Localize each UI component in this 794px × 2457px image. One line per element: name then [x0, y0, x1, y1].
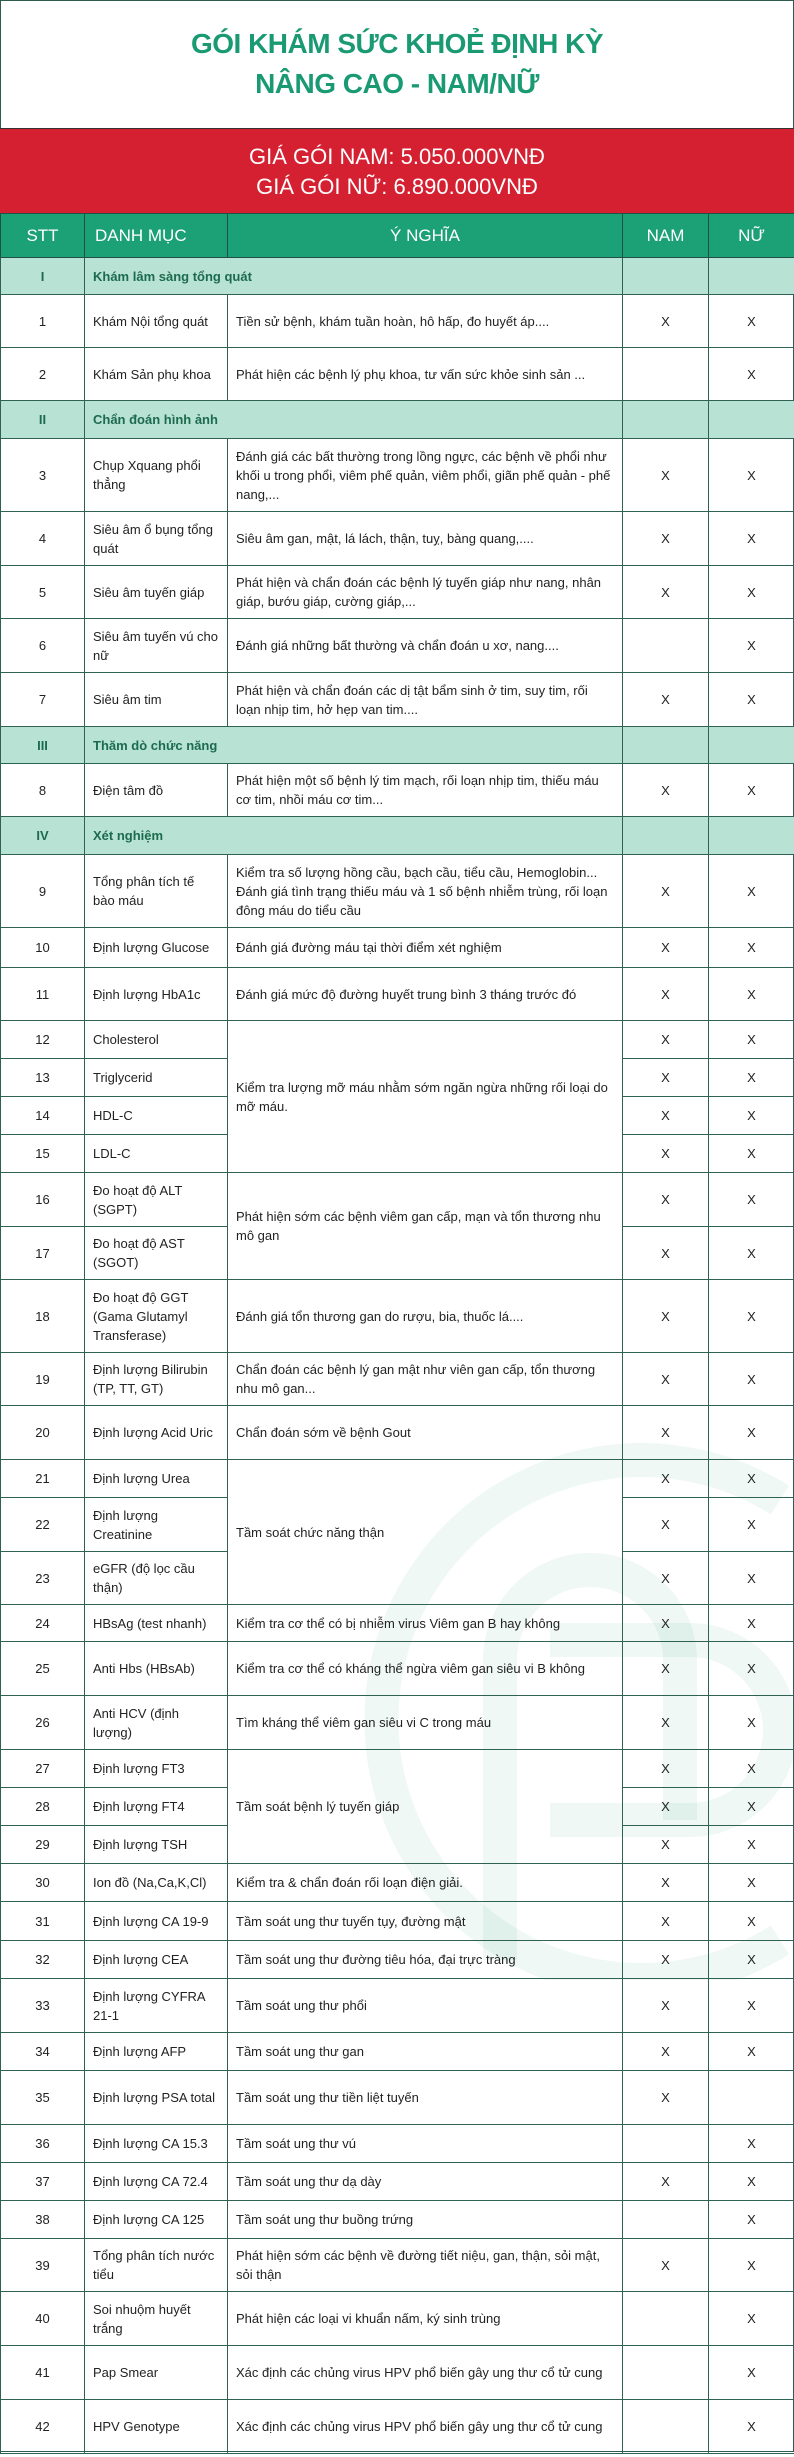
section-label: Xét nghiệm — [85, 817, 623, 855]
row-name: Định lượng PSA total — [85, 2071, 228, 2125]
table-row — [1, 2071, 794, 2125]
row-nam-mark: X — [623, 1941, 709, 1979]
row-nam-mark: X — [623, 1021, 709, 1059]
row-name: Định lượng AFP — [85, 2033, 228, 2071]
section-number: I — [1, 258, 85, 295]
row-stt: 18 — [1, 1280, 85, 1353]
row-name: Định lượng Bilirubin (TP, TT, GT) — [85, 1353, 228, 1406]
table-row — [1, 1642, 794, 1696]
row-nu-mark: X — [709, 764, 794, 817]
row-nam-mark: X — [623, 1788, 709, 1826]
row-name: Đo hoạt độ ALT (SGPT) — [85, 1173, 228, 1227]
table-row — [1, 2201, 794, 2239]
row-nam-mark — [623, 619, 709, 673]
row-nu-mark: X — [709, 2292, 794, 2346]
row-nu-mark: X — [709, 928, 794, 968]
price-male: GIÁ GÓI NAM: 5.050.000VNĐ — [249, 143, 545, 169]
row-nu-mark: X — [709, 1460, 794, 1498]
row-meaning: Tầm soát ung thư vú — [228, 2125, 623, 2163]
row-stt: 6 — [1, 619, 85, 673]
row-name: Định lượng CYFRA 21-1 — [85, 1979, 228, 2033]
row-name: Đo hoạt độ GGT (Gama Glutamyl Transferase) — [85, 1280, 228, 1353]
row-nu-mark: X — [709, 295, 794, 348]
row-name: Tổng phân tích tế bào máu — [85, 855, 228, 928]
row-stt: 30 — [1, 1864, 85, 1902]
row-stt: 4 — [1, 512, 85, 566]
table-row — [1, 1353, 794, 1406]
table-row — [1, 2346, 794, 2400]
table-row — [1, 566, 794, 619]
row-meaning: Tầm soát ung thư tuyến tụy, đường mật — [228, 1902, 623, 1941]
row-stt: 32 — [1, 1941, 85, 1979]
header-y-nghia: Ý NGHĨA — [228, 214, 623, 258]
table-row — [1, 673, 794, 727]
row-stt: 33 — [1, 1979, 85, 2033]
row-nam-mark: X — [623, 295, 709, 348]
row-name: Ion đồ (Na,Ca,K,Cl) — [85, 1864, 228, 1902]
section-label: Chẩn đoán hình ảnh — [85, 401, 623, 439]
row-nam-mark: X — [623, 2071, 709, 2125]
row-name: Siêu âm ổ bụng tổng quát — [85, 512, 228, 566]
row-name: Khám Nội tổng quát — [85, 295, 228, 348]
table-row — [1, 928, 794, 968]
row-meaning: Kiểm tra cơ thể có kháng thể ngừa viêm gan siêu vi B không — [228, 1642, 623, 1696]
row-stt: 20 — [1, 1406, 85, 1460]
row-stt: 3 — [1, 439, 85, 512]
row-nam-mark: X — [623, 1097, 709, 1135]
row-nam-mark: X — [623, 1460, 709, 1498]
row-name: eGFR (độ lọc cầu thận) — [85, 1552, 228, 1605]
section-nu-cell — [709, 817, 794, 855]
section-nu-cell — [709, 258, 794, 295]
header-nam: NAM — [623, 214, 709, 258]
row-nam-mark: X — [623, 2163, 709, 2201]
row-stt: 24 — [1, 1605, 85, 1642]
row-stt: 11 — [1, 968, 85, 1021]
row-stt: 37 — [1, 2163, 85, 2201]
row-nu-mark: X — [709, 2163, 794, 2201]
row-nu-mark: X — [709, 2201, 794, 2239]
row-nu-mark: X — [709, 439, 794, 512]
row-nam-mark: X — [623, 566, 709, 619]
row-name: Siêu âm tuyến vú cho nữ — [85, 619, 228, 673]
table-row — [1, 2292, 794, 2346]
row-nam-mark: X — [623, 1173, 709, 1227]
table-row — [1, 619, 794, 673]
table-row — [1, 1605, 794, 1642]
table-row — [1, 295, 794, 348]
row-nu-mark: X — [709, 566, 794, 619]
row-nu-mark: X — [709, 968, 794, 1021]
row-meaning: Kiểm tra số lượng hồng cầu, bạch cầu, tiểu cầu, Hemoglobin... Đánh giá tình trạng thiếu máu và 1 số bệnh nhiễm trùng, rối loạn đông máu do tiểu cầu — [228, 855, 623, 928]
row-nu-mark: X — [709, 1173, 794, 1227]
row-nam-mark: X — [623, 1642, 709, 1696]
row-name: Siêu âm tim — [85, 673, 228, 727]
row-meaning: Phát hiện một số bệnh lý tim mạch, rối loạn nhịp tim, thiếu máu cơ tim, nhồi máu cơ tim... — [228, 764, 623, 817]
table-row — [1, 2400, 794, 2454]
table-row — [1, 512, 794, 566]
row-meaning: Đánh giá các bất thường trong lồng ngực, các bệnh về phổi như khối u trong phổi, viêm phế quản, viêm phổi, giãn phế quản - phế nang,... — [228, 439, 623, 512]
table-row — [1, 439, 794, 512]
row-nam-mark: X — [623, 2033, 709, 2071]
price-banner — [0, 128, 794, 214]
row-name: Định lượng Urea — [85, 1460, 228, 1498]
row-name: Định lượng HbA1c — [85, 968, 228, 1021]
header-danh-muc: DANH MỤC — [85, 214, 228, 258]
row-nam-mark: X — [623, 1135, 709, 1173]
row-nu-mark: X — [709, 1135, 794, 1173]
row-meaning: Phát hiện sớm các bệnh viêm gan cấp, mạn và tổn thương nhu mô gan — [228, 1173, 623, 1280]
section-row — [1, 401, 794, 439]
row-meaning: Đánh giá những bất thường và chẩn đoán u xơ, nang.... — [228, 619, 623, 673]
row-meaning: Phát hiện và chẩn đoán các bệnh lý tuyến giáp như nang, nhân giáp, bướu giáp, cường giáp,... — [228, 566, 623, 619]
table-row — [1, 1902, 794, 1941]
table-header-row — [1, 214, 794, 258]
row-nu-mark: X — [709, 1642, 794, 1696]
row-nam-mark: X — [623, 1498, 709, 1552]
row-name: HPV Genotype — [85, 2400, 228, 2454]
title-box — [0, 0, 794, 128]
table-row — [1, 1750, 794, 1788]
row-nu-mark: X — [709, 1498, 794, 1552]
row-nam-mark: X — [623, 1826, 709, 1864]
row-stt: 41 — [1, 2346, 85, 2400]
row-nu-mark: X — [709, 855, 794, 928]
table-row — [1, 1280, 794, 1353]
row-meaning: Tầm soát ung thư gan — [228, 2033, 623, 2071]
row-nu-mark: X — [709, 348, 794, 401]
table-row — [1, 348, 794, 401]
header-nu: NỮ — [709, 214, 794, 258]
row-name: Định lượng FT4 — [85, 1788, 228, 1826]
row-nu-mark: X — [709, 1750, 794, 1788]
row-stt: 2 — [1, 348, 85, 401]
row-meaning: Chẩn đoán sớm về bệnh Gout — [228, 1406, 623, 1460]
section-row — [1, 727, 794, 764]
section-number: IV — [1, 817, 85, 855]
row-stt: 28 — [1, 1788, 85, 1826]
row-name: Khám Sản phụ khoa — [85, 348, 228, 401]
row-meaning: Phát hiện sớm các bệnh về đường tiết niệu, gan, thận, sỏi mật, sỏi thận — [228, 2239, 623, 2292]
row-meaning: Tầm soát chức năng thận — [228, 1460, 623, 1605]
row-meaning: Đánh giá đường máu tại thời điểm xét nghiệm — [228, 928, 623, 968]
row-nu-mark: X — [709, 673, 794, 727]
section-number: III — [1, 727, 85, 764]
row-stt: 19 — [1, 1353, 85, 1406]
row-stt: 23 — [1, 1552, 85, 1605]
row-nu-mark — [709, 2071, 794, 2125]
row-name: Định lượng CEA — [85, 1941, 228, 1979]
row-meaning: Xác định các chủng virus HPV phổ biến gây ung thư cổ tử cung — [228, 2400, 623, 2454]
row-stt: 8 — [1, 764, 85, 817]
row-name: Định lượng Creatinine — [85, 1498, 228, 1552]
row-meaning: Phát hiện các bệnh lý phụ khoa, tư vấn sức khỏe sinh sản ... — [228, 348, 623, 401]
row-name: Siêu âm tuyến giáp — [85, 566, 228, 619]
row-stt: 40 — [1, 2292, 85, 2346]
row-nam-mark — [623, 2125, 709, 2163]
row-meaning: Tầm soát ung thư buồng trứng — [228, 2201, 623, 2239]
row-meaning: Tìm kháng thể viêm gan siêu vi C trong máu — [228, 1696, 623, 1750]
page-title-line-2: NÂNG CAO - NAM/NỮ — [255, 68, 539, 99]
row-meaning: Chẩn đoán các bệnh lý gan mật như viên gan cấp, tổn thương nhu mô gan... — [228, 1353, 623, 1406]
row-meaning: Đánh giá mức độ đường huyết trung bình 3 tháng trước đó — [228, 968, 623, 1021]
row-name: Soi nhuộm huyết trắng — [85, 2292, 228, 2346]
row-stt: 31 — [1, 1902, 85, 1941]
row-nu-mark: X — [709, 1280, 794, 1353]
row-stt: 27 — [1, 1750, 85, 1788]
row-nam-mark — [623, 348, 709, 401]
section-row — [1, 817, 794, 855]
section-nam-cell — [623, 401, 709, 439]
row-name: Chụp Xquang phổi thẳng — [85, 439, 228, 512]
section-nam-cell — [623, 258, 709, 295]
row-nam-mark: X — [623, 764, 709, 817]
row-name: Điện tâm đồ — [85, 764, 228, 817]
row-meaning: Tầm soát ung thư tiền liệt tuyến — [228, 2071, 623, 2125]
row-name: Định lượng CA 15.3 — [85, 2125, 228, 2163]
row-name: Định lượng CA 19-9 — [85, 1902, 228, 1941]
row-nu-mark: X — [709, 1696, 794, 1750]
table-row — [1, 1979, 794, 2033]
row-stt: 10 — [1, 928, 85, 968]
table-row — [1, 1173, 794, 1227]
row-nam-mark: X — [623, 1696, 709, 1750]
price-female: GIÁ GÓI NỮ: 6.890.000VNĐ — [256, 173, 538, 199]
section-number: II — [1, 401, 85, 439]
row-name: Anti HCV (định lượng) — [85, 1696, 228, 1750]
table-row — [1, 1696, 794, 1750]
table-body — [1, 258, 794, 2454]
table-row — [1, 2163, 794, 2201]
row-name: HDL-C — [85, 1097, 228, 1135]
section-nu-cell — [709, 727, 794, 764]
row-stt: 39 — [1, 2239, 85, 2292]
row-stt: 9 — [1, 855, 85, 928]
page-title-line-1: GÓI KHÁM SỨC KHOẺ ĐỊNH KỲ — [190, 28, 604, 59]
row-name: Định lượng FT3 — [85, 1750, 228, 1788]
row-nam-mark — [623, 2400, 709, 2454]
row-nam-mark: X — [623, 1552, 709, 1605]
table-row — [1, 764, 794, 817]
row-nu-mark: X — [709, 1227, 794, 1280]
row-nam-mark: X — [623, 1353, 709, 1406]
row-nu-mark: X — [709, 512, 794, 566]
table-row — [1, 968, 794, 1021]
section-row — [1, 258, 794, 295]
row-stt: 17 — [1, 1227, 85, 1280]
row-nu-mark: X — [709, 1826, 794, 1864]
row-nu-mark: X — [709, 2033, 794, 2071]
row-meaning: Xác định các chủng virus HPV phổ biến gây ung thư cổ tử cung — [228, 2346, 623, 2400]
row-stt: 1 — [1, 295, 85, 348]
row-meaning: Phát hiện các loại vi khuẩn nấm, ký sinh trùng — [228, 2292, 623, 2346]
row-name: Anti Hbs (HBsAb) — [85, 1642, 228, 1696]
row-stt: 36 — [1, 2125, 85, 2163]
row-nam-mark: X — [623, 968, 709, 1021]
row-nam-mark — [623, 2292, 709, 2346]
row-name: Đo hoạt độ AST (SGOT) — [85, 1227, 228, 1280]
table-row — [1, 1864, 794, 1902]
row-name: Cholesterol — [85, 1021, 228, 1059]
row-stt: 38 — [1, 2201, 85, 2239]
row-nam-mark: X — [623, 1059, 709, 1097]
row-stt: 12 — [1, 1021, 85, 1059]
row-stt: 35 — [1, 2071, 85, 2125]
table-row — [1, 1941, 794, 1979]
section-nu-cell — [709, 401, 794, 439]
row-nam-mark: X — [623, 439, 709, 512]
row-nu-mark: X — [709, 1788, 794, 1826]
row-nam-mark: X — [623, 855, 709, 928]
section-label: Khám lâm sàng tổng quát — [85, 258, 623, 295]
row-name: Tổng phân tích nước tiểu — [85, 2239, 228, 2292]
row-nam-mark: X — [623, 2239, 709, 2292]
row-nu-mark: X — [709, 2239, 794, 2292]
row-meaning: Tầm soát ung thư dạ dày — [228, 2163, 623, 2201]
row-nam-mark: X — [623, 1864, 709, 1902]
row-name: Định lượng CA 125 — [85, 2201, 228, 2239]
row-nu-mark: X — [709, 1406, 794, 1460]
row-nu-mark: X — [709, 1353, 794, 1406]
row-meaning: Kiểm tra lượng mỡ máu nhằm sớm ngăn ngừa những rối loại do mỡ máu. — [228, 1021, 623, 1173]
row-stt: 21 — [1, 1460, 85, 1498]
row-stt: 29 — [1, 1826, 85, 1864]
table-row — [1, 2239, 794, 2292]
row-nam-mark — [623, 2346, 709, 2400]
row-nam-mark: X — [623, 1406, 709, 1460]
row-nu-mark: X — [709, 1059, 794, 1097]
table-row — [1, 2125, 794, 2163]
row-meaning: Kiểm tra cơ thể có bị nhiễm virus Viêm gan B hay không — [228, 1605, 623, 1642]
row-nam-mark: X — [623, 1750, 709, 1788]
row-meaning: Siêu âm gan, mật, lá lách, thận, tuỵ, bàng quang,.... — [228, 512, 623, 566]
row-meaning: Tầm soát ung thư đường tiêu hóa, đại trực tràng — [228, 1941, 623, 1979]
row-meaning: Đánh giá tổn thương gan do rượu, bia, thuốc lá.... — [228, 1280, 623, 1353]
row-stt: 7 — [1, 673, 85, 727]
row-nam-mark: X — [623, 1979, 709, 2033]
row-nu-mark: X — [709, 2400, 794, 2454]
row-nam-mark: X — [623, 1902, 709, 1941]
row-nu-mark: X — [709, 619, 794, 673]
row-nam-mark: X — [623, 1227, 709, 1280]
row-stt: 15 — [1, 1135, 85, 1173]
row-name: Triglycerid — [85, 1059, 228, 1097]
row-stt: 5 — [1, 566, 85, 619]
row-nu-mark: X — [709, 1902, 794, 1941]
table-row — [1, 1406, 794, 1460]
table-row — [1, 855, 794, 928]
row-meaning: Tiền sử bệnh, khám tuần hoàn, hô hấp, đo huyết áp.... — [228, 295, 623, 348]
row-stt: 25 — [1, 1642, 85, 1696]
row-nu-mark: X — [709, 1979, 794, 2033]
row-name: Pap Smear — [85, 2346, 228, 2400]
row-meaning: Tầm soát bệnh lý tuyến giáp — [228, 1750, 623, 1864]
row-nu-mark: X — [709, 2125, 794, 2163]
row-nu-mark: X — [709, 2346, 794, 2400]
row-stt: 16 — [1, 1173, 85, 1227]
row-nam-mark — [623, 2201, 709, 2239]
row-nu-mark: X — [709, 1021, 794, 1059]
row-meaning: Kiểm tra & chẩn đoán rối loạn điện giải. — [228, 1864, 623, 1902]
section-nam-cell — [623, 727, 709, 764]
row-nu-mark: X — [709, 1864, 794, 1902]
section-nam-cell — [623, 817, 709, 855]
row-nam-mark: X — [623, 673, 709, 727]
row-nam-mark: X — [623, 928, 709, 968]
row-name: Định lượng Acid Uric — [85, 1406, 228, 1460]
row-nam-mark: X — [623, 512, 709, 566]
table-row — [1, 1460, 794, 1498]
row-meaning: Phát hiện và chẩn đoán các dị tật bẩm sinh ở tim, suy tim, rối loạn nhịp tim, hở hẹp van tim.... — [228, 673, 623, 727]
row-name: LDL-C — [85, 1135, 228, 1173]
table-row — [1, 1021, 794, 1059]
table-row — [1, 2033, 794, 2071]
row-nam-mark: X — [623, 1280, 709, 1353]
row-name: HBsAg (test nhanh) — [85, 1605, 228, 1642]
row-name: Định lượng TSH — [85, 1826, 228, 1864]
row-nu-mark: X — [709, 1941, 794, 1979]
row-stt: 13 — [1, 1059, 85, 1097]
row-stt: 26 — [1, 1696, 85, 1750]
row-stt: 42 — [1, 2400, 85, 2454]
row-nu-mark: X — [709, 1552, 794, 1605]
row-stt: 34 — [1, 2033, 85, 2071]
row-stt: 22 — [1, 1498, 85, 1552]
row-nu-mark: X — [709, 1605, 794, 1642]
row-nu-mark: X — [709, 1097, 794, 1135]
package-table — [0, 213, 794, 2454]
section-label: Thăm dò chức năng — [85, 727, 623, 764]
row-name: Định lượng Glucose — [85, 928, 228, 968]
row-name: Định lượng CA 72.4 — [85, 2163, 228, 2201]
header-stt: STT — [1, 214, 85, 258]
row-stt: 14 — [1, 1097, 85, 1135]
row-nam-mark: X — [623, 1605, 709, 1642]
row-meaning: Tầm soát ung thư phổi — [228, 1979, 623, 2033]
